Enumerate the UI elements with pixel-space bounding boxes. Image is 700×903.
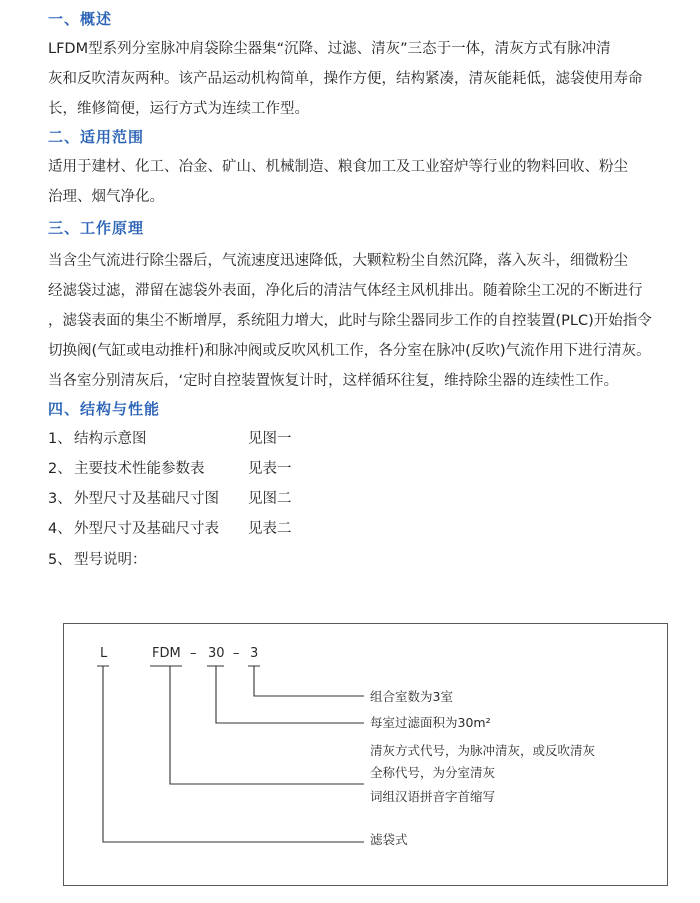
list-reference: 见图二 bbox=[248, 491, 292, 507]
scope-line: 适用于建材、化工、冶金、矿山、机械制造、粮食加工及工业窑炉等行业的物料回收、粉尘 bbox=[48, 159, 628, 175]
list-number: 3、 bbox=[48, 491, 72, 507]
leader-bag bbox=[103, 666, 364, 842]
list-reference: 见图一 bbox=[248, 431, 292, 447]
code-part-3: 3 bbox=[250, 646, 259, 661]
overview-line: 灰和反吹清灰两种。该产品运动机构简单，操作方便，结构紧凑，清灰能耗低，滤袋使用寿命 bbox=[48, 71, 643, 87]
list-label: 型号说明： bbox=[74, 552, 147, 568]
section-heading-principle: 三、工作原理 bbox=[48, 219, 145, 237]
code-part-l: L bbox=[100, 646, 108, 661]
scope-paragraph bbox=[48, 152, 682, 212]
code-part-30: 30 bbox=[208, 646, 225, 661]
model-designation-diagram bbox=[63, 623, 668, 886]
code-dash-1: – bbox=[190, 646, 197, 661]
list-number: 5、 bbox=[48, 552, 72, 568]
label-bag-type: 滤袋式 bbox=[370, 832, 408, 847]
overview-line: 长，维修简便，运行方式为连续工作型。 bbox=[48, 101, 309, 117]
principle-paragraph bbox=[48, 246, 682, 396]
leader-lines bbox=[103, 666, 364, 842]
list-reference: 见表一 bbox=[248, 461, 292, 477]
code-part-fdm: FDM bbox=[152, 646, 181, 661]
overview-paragraph bbox=[48, 34, 682, 124]
list-reference: 见表二 bbox=[248, 521, 292, 537]
structure-list-item bbox=[48, 459, 292, 479]
label-area: 每室过滤面积为30m² bbox=[370, 715, 491, 730]
leader-area bbox=[216, 666, 364, 723]
list-label: 外型尺寸及基础尺寸图 bbox=[74, 491, 219, 507]
structure-list-item bbox=[48, 550, 147, 570]
principle-line: ，滤袋表面的集尘不断增厚，系统阻力增大，此时与除尘器同步工作的自控装置(PLC)开始指令 bbox=[48, 313, 652, 329]
structure-list-item bbox=[48, 519, 292, 539]
section-heading-structure: 四、结构与性能 bbox=[48, 400, 161, 418]
list-number: 2、 bbox=[48, 461, 72, 477]
list-label: 主要技术性能参数表 bbox=[74, 461, 205, 477]
principle-line: 当含尘气流进行除尘器后，气流速度迅速降低，大颗粒粉尘自然沉降，落入灰斗，细微粉尘 bbox=[48, 253, 628, 269]
scope-line: 治理、烟气净化。 bbox=[48, 189, 164, 205]
structure-list-item bbox=[48, 489, 292, 509]
code-dash-2: – bbox=[233, 646, 240, 661]
label-chambers: 组合室数为3室 bbox=[370, 689, 453, 704]
list-label: 结构示意图 bbox=[74, 431, 147, 447]
principle-line: 当各室分别清灰后，‘定时自控装置恢复计时，这样循环往复，维持除尘器的连续性工作。 bbox=[48, 373, 619, 389]
section-heading-overview: 一、概述 bbox=[48, 10, 113, 28]
principle-line: 经滤袋过滤，滞留在滤袋外表面，净化后的清洁气体经主风机排出。随着除尘工况的不断进行 bbox=[48, 283, 643, 299]
list-number: 1、 bbox=[48, 431, 72, 447]
structure-list-item bbox=[48, 429, 292, 449]
model-diagram-svg bbox=[64, 624, 667, 885]
leader-cleaning bbox=[170, 666, 364, 784]
section-heading-scope: 二、适用范围 bbox=[48, 128, 145, 146]
list-label: 外型尺寸及基础尺寸表 bbox=[74, 521, 219, 537]
label-pinyin-abbrev: 词组汉语拼音字首缩写 bbox=[370, 789, 496, 804]
label-full-name: 全称代号，为分室清灰 bbox=[370, 765, 496, 780]
list-number: 4、 bbox=[48, 521, 72, 537]
label-cleaning-method: 清灰方式代号，为脉冲清灰，或反吹清灰 bbox=[370, 743, 596, 758]
principle-line: 切换阀(气缸或电动推杆)和脉冲阀或反吹风机工作，各分室在脉冲(反吹)气流作用下进行清灰。 bbox=[48, 343, 651, 359]
leader-chambers bbox=[254, 666, 364, 696]
overview-line: LFDM型系列分室脉冲肩袋除尘器集“沉降、过滤、清灰”三态于一体，清灰方式有脉冲清 bbox=[48, 41, 611, 57]
